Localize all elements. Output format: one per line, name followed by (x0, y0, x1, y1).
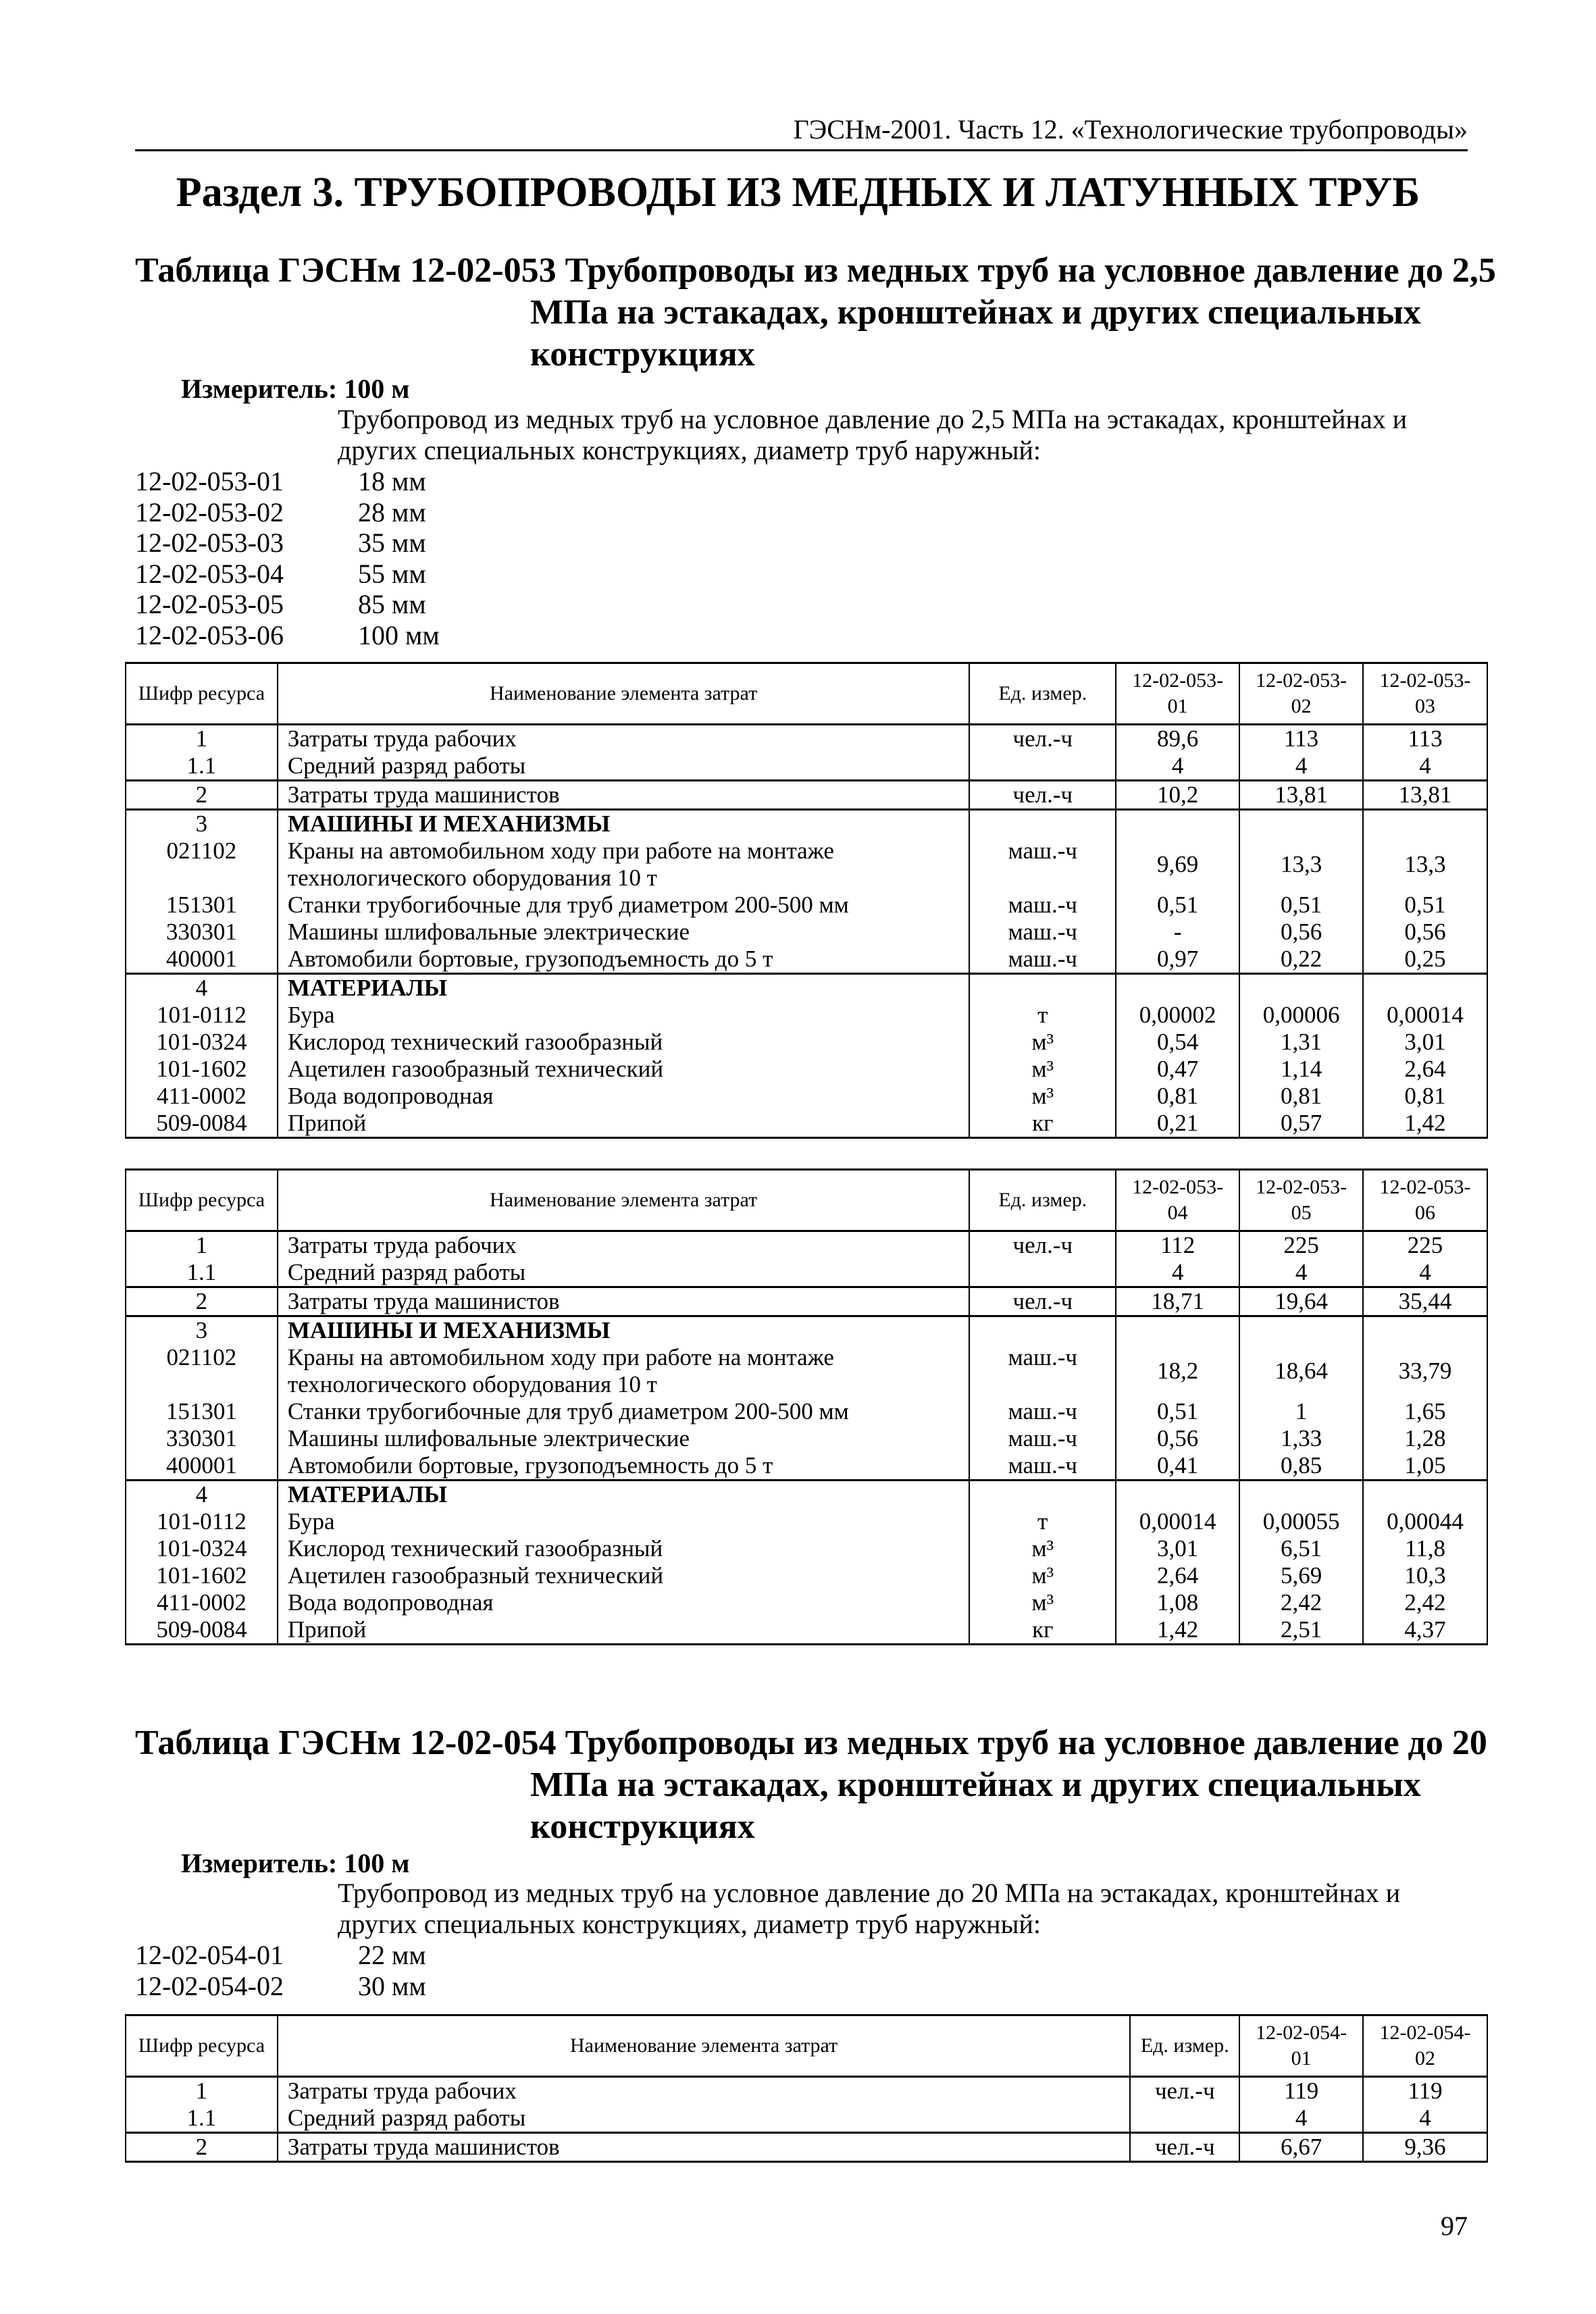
resource-code: 151301 (126, 1398, 278, 1425)
header-norm-code: 12-02-054-01 (1239, 2015, 1363, 2077)
header-code: Шифр ресурса (126, 2015, 278, 2077)
norm-value: 13,3 (1363, 838, 1487, 892)
table-row (126, 2077, 1487, 2105)
cost-element-name: Станки трубогибочные для труб диаметром 200-500 мм (278, 892, 970, 919)
norm-value: 1,31 (1239, 1029, 1363, 1056)
unit-of-measure: чел.-ч (969, 1287, 1116, 1316)
norm-value (1239, 1316, 1363, 1345)
resource-code: 021102 (126, 1344, 278, 1398)
cost-element-name: Припой (278, 1616, 970, 1645)
cost-element-name: Затраты труда рабочих (278, 1231, 970, 1260)
unit-of-measure: м³ (969, 1029, 1116, 1056)
header-name: Наименование элемента затрат (278, 663, 970, 725)
resource-code: 101-0112 (126, 1002, 278, 1029)
cost-element-name: Автомобили бортовые, грузоподъемность до 5 т (278, 1452, 970, 1481)
table-row (126, 1083, 1487, 1110)
norm-code: 12-02-054-01 (135, 1940, 284, 1970)
norm-value: 89,6 (1116, 725, 1239, 753)
cost-element-name: МАТЕРИАЛЫ (278, 1481, 970, 1509)
code-list-item (135, 528, 440, 559)
norm-value: 113 (1239, 725, 1363, 753)
unit-of-measure: м³ (969, 1056, 1116, 1083)
table-053-measure: Измеритель: 100 м (181, 374, 410, 404)
table-header-row (126, 663, 1487, 725)
norm-value: 33,79 (1363, 1344, 1487, 1398)
table-header-row (126, 1170, 1487, 1231)
norm-table-2 (125, 1168, 1488, 1645)
norm-value: 0,22 (1239, 946, 1363, 974)
resource-code: 1 (126, 1231, 278, 1260)
norm-value: 1 (1239, 1398, 1363, 1425)
table-row (126, 2133, 1487, 2162)
resource-code: 4 (126, 1481, 278, 1509)
table-053-title-line2: МПа на эстакадах, кронштейнах и других специальных (530, 293, 1421, 332)
norm-value: 1,28 (1363, 1425, 1487, 1452)
table-row (126, 1344, 1487, 1398)
table-row (126, 1535, 1487, 1562)
unit-of-measure: маш.-ч (969, 892, 1116, 919)
norm-value (1116, 1316, 1239, 1345)
cost-element-name: Средний разряд работы (278, 752, 970, 781)
norm-value: 18,2 (1116, 1344, 1239, 1398)
cost-element-name: Станки трубогибочные для труб диаметром 200-500 мм (278, 1398, 970, 1425)
cost-element-name: Автомобили бортовые, грузоподъемность до 5 т (278, 946, 970, 974)
cost-element-name: Краны на автомобильном ходу при работе на монтаже технологического оборудования 10 т (278, 1344, 970, 1398)
norm-value (1116, 974, 1239, 1002)
header-code: Шифр ресурса (126, 1170, 278, 1231)
norm-value: 0,51 (1116, 892, 1239, 919)
norm-value: 0,54 (1116, 1029, 1239, 1056)
table-row (126, 919, 1487, 946)
norm-value: 13,81 (1363, 781, 1487, 810)
pipe-diameter: 22 мм (358, 1940, 426, 1970)
norm-value: 4,37 (1363, 1616, 1487, 1645)
norm-value: - (1116, 919, 1239, 946)
norm-code: 12-02-053-04 (135, 558, 284, 589)
cost-element-name: Бура (278, 1508, 970, 1535)
header-norm-code: 12-02-053-06 (1363, 1170, 1487, 1231)
resource-code: 411-0002 (126, 1083, 278, 1110)
table-054-title (135, 1722, 1487, 1848)
norm-value: 0,25 (1363, 946, 1487, 974)
norm-value: 4 (1363, 2105, 1487, 2133)
norm-value: 2,42 (1363, 1589, 1487, 1616)
resource-code: 101-1602 (126, 1056, 278, 1083)
norm-code: 12-02-053-05 (135, 589, 284, 619)
norm-value: 3,01 (1116, 1535, 1239, 1562)
table-row (126, 838, 1487, 892)
table-053-title-line1: Таблица ГЭСНм 12-02-053 Трубопроводы из медных труб на условное давление до 2,5 (135, 251, 1496, 290)
table-row (126, 1110, 1487, 1138)
norm-value: 10,2 (1116, 781, 1239, 810)
header-unit: Ед. измер. (969, 1170, 1116, 1231)
norm-value: 1,42 (1116, 1616, 1239, 1645)
cost-element-name: Затраты труда машинистов (278, 1287, 970, 1316)
pipe-diameter: 55 мм (358, 558, 426, 589)
cost-element-name: МАШИНЫ И МЕХАНИЗМЫ (278, 810, 970, 838)
unit-of-measure: м³ (969, 1589, 1116, 1616)
pipe-diameter: 85 мм (358, 589, 426, 619)
resource-code: 101-0324 (126, 1029, 278, 1056)
norm-value (1239, 810, 1363, 838)
table-054-measure: Измеритель: 100 м (181, 1848, 410, 1878)
table-row (126, 2105, 1487, 2133)
norm-value: 2,42 (1239, 1589, 1363, 1616)
norm-value: 0,81 (1116, 1083, 1239, 1110)
norm-value: 9,36 (1363, 2133, 1487, 2162)
code-list-item (135, 559, 440, 590)
norm-value: 4 (1363, 752, 1487, 781)
resource-code: 4 (126, 974, 278, 1002)
pipe-diameter: 28 мм (358, 496, 426, 528)
resource-code: 1.1 (126, 1259, 278, 1287)
resource-code: 2 (126, 1287, 278, 1316)
norm-value: 19,64 (1239, 1287, 1363, 1316)
norm-value: 112 (1116, 1231, 1239, 1260)
table-row (126, 892, 1487, 919)
resource-code: 330301 (126, 919, 278, 946)
norm-value: 0,56 (1363, 919, 1487, 946)
norm-value: 225 (1239, 1231, 1363, 1260)
norm-value (1239, 974, 1363, 1002)
cost-element-name: Машины шлифовальные электрические (278, 919, 970, 946)
norm-table-1 (125, 662, 1488, 1139)
header-norm-code: 12-02-053-02 (1239, 663, 1363, 725)
norm-value: 18,64 (1239, 1344, 1363, 1398)
norm-value: 0,81 (1363, 1083, 1487, 1110)
table-row (126, 781, 1487, 810)
table-053-code-list (135, 466, 440, 650)
cost-element-name: Кислород технический газообразный (278, 1535, 970, 1562)
norm-value: 0,85 (1239, 1452, 1363, 1481)
unit-of-measure: маш.-ч (969, 1344, 1116, 1398)
resource-code: 3 (126, 1316, 278, 1345)
norm-value: 0,00014 (1116, 1508, 1239, 1535)
norm-value: 0,51 (1363, 892, 1487, 919)
table-054-title-line2: МПа на эстакадах, кронштейнах и других специальных (530, 1766, 1421, 1804)
code-list-item (135, 466, 440, 497)
cost-element-name: Машины шлифовальные электрические (278, 1425, 970, 1452)
page-number: 97 (1441, 2211, 1468, 2241)
table-row (126, 1287, 1487, 1316)
norm-code: 12-02-053-02 (135, 496, 284, 528)
resource-code: 1.1 (126, 752, 278, 781)
unit-of-measure: кг (969, 1616, 1116, 1645)
norm-value: 0,97 (1116, 946, 1239, 974)
resource-code: 1.1 (126, 2105, 278, 2133)
cost-element-name: Затраты труда рабочих (278, 2077, 1130, 2105)
header-name: Наименование элемента затрат (278, 1170, 970, 1231)
norm-value: 6,51 (1239, 1535, 1363, 1562)
running-header: ГЭСНм-2001. Часть 12. «Технологические трубопроводы» (135, 113, 1468, 151)
norm-value: 35,44 (1363, 1287, 1487, 1316)
code-list-item (135, 497, 440, 528)
resource-code: 509-0084 (126, 1616, 278, 1645)
header-norm-code: 12-02-053-03 (1363, 663, 1487, 725)
norm-table-3 (125, 2014, 1488, 2163)
resource-code: 101-0324 (126, 1535, 278, 1562)
cost-element-name: Средний разряд работы (278, 1259, 970, 1287)
resource-code: 101-1602 (126, 1562, 278, 1589)
norm-value: 4 (1239, 1259, 1363, 1287)
resource-code: 509-0084 (126, 1110, 278, 1138)
unit-of-measure: маш.-ч (969, 1452, 1116, 1481)
unit-of-measure (1130, 2105, 1239, 2133)
resource-code: 1 (126, 2077, 278, 2105)
resource-code: 101-0112 (126, 1508, 278, 1535)
norm-value: 5,69 (1239, 1562, 1363, 1589)
norm-value: 4 (1116, 752, 1239, 781)
table-row (126, 1589, 1487, 1616)
norm-value: 0,81 (1239, 1083, 1363, 1110)
norm-value: 1,05 (1363, 1452, 1487, 1481)
table-row (126, 1508, 1487, 1535)
table-row (126, 1002, 1487, 1029)
norm-value: 0,51 (1116, 1398, 1239, 1425)
table-row (126, 752, 1487, 781)
cost-element-name: Ацетилен газообразный технический (278, 1562, 970, 1589)
unit-of-measure: маш.-ч (969, 946, 1116, 974)
code-list-item (135, 1971, 426, 2002)
norm-value: 0,56 (1116, 1425, 1239, 1452)
unit-of-measure: т (969, 1508, 1116, 1535)
header-name: Наименование элемента затрат (278, 2015, 1130, 2077)
norm-value: 225 (1363, 1231, 1487, 1260)
norm-value: 2,51 (1239, 1616, 1363, 1645)
pipe-diameter: 100 мм (358, 619, 440, 650)
cost-element-name: Вода водопроводная (278, 1083, 970, 1110)
table-053-title (135, 250, 1496, 376)
resource-code: 1 (126, 725, 278, 753)
norm-value: 1,14 (1239, 1056, 1363, 1083)
cost-element-name: Припой (278, 1110, 970, 1138)
resource-code: 411-0002 (126, 1589, 278, 1616)
unit-of-measure: кг (969, 1110, 1116, 1138)
norm-value (1363, 1316, 1487, 1345)
norm-value: 2,64 (1363, 1056, 1487, 1083)
unit-of-measure (969, 752, 1116, 781)
code-list-item (135, 1940, 426, 1971)
cost-element-name: Средний разряд работы (278, 2105, 1130, 2133)
norm-value (1363, 1481, 1487, 1509)
header-unit: Ед. измер. (969, 663, 1116, 725)
norm-value: 0,00055 (1239, 1508, 1363, 1535)
norm-value (1239, 1481, 1363, 1509)
norm-value: 9,69 (1116, 838, 1239, 892)
cost-element-name: Затраты труда машинистов (278, 781, 970, 810)
cost-element-name: Кислород технический газообразный (278, 1029, 970, 1056)
code-list-item (135, 620, 440, 651)
table-row (126, 1481, 1487, 1509)
resource-code: 330301 (126, 1425, 278, 1452)
norm-value: 0,51 (1239, 892, 1363, 919)
cost-element-name: Затраты труда рабочих (278, 725, 970, 753)
unit-of-measure: маш.-ч (969, 1398, 1116, 1425)
norm-value: 1,08 (1116, 1589, 1239, 1616)
norm-value: 0,00044 (1363, 1508, 1487, 1535)
norm-value: 0,21 (1116, 1110, 1239, 1138)
unit-of-measure: т (969, 1002, 1116, 1029)
resource-code: 400001 (126, 946, 278, 974)
norm-value: 0,56 (1239, 919, 1363, 946)
table-row (126, 1616, 1487, 1645)
norm-value: 0,47 (1116, 1056, 1239, 1083)
cost-element-name: Вода водопроводная (278, 1589, 970, 1616)
norm-value: 1,42 (1363, 1110, 1487, 1138)
norm-value: 1,33 (1239, 1425, 1363, 1452)
table-header-row (126, 2015, 1487, 2077)
norm-value: 0,00014 (1363, 1002, 1487, 1029)
unit-of-measure: чел.-ч (969, 1231, 1116, 1260)
norm-value: 119 (1363, 2077, 1487, 2105)
header-norm-code: 12-02-054-02 (1363, 2015, 1487, 2077)
header-norm-code: 12-02-053-04 (1116, 1170, 1239, 1231)
norm-value (1116, 810, 1239, 838)
norm-code: 12-02-053-03 (135, 528, 284, 558)
unit-of-measure (969, 810, 1116, 838)
resource-code: 3 (126, 810, 278, 838)
norm-value: 11,8 (1363, 1535, 1487, 1562)
table-row (126, 1231, 1487, 1260)
norm-value: 10,3 (1363, 1562, 1487, 1589)
table-053-description: Трубопровод из медных труб на условное давление до 2,5 МПа на эстакадах, кронштейнах и других специальных конструкциях, диаметр труб наружный: (338, 404, 1408, 465)
header-norm-code: 12-02-053-01 (1116, 663, 1239, 725)
norm-value: 18,71 (1116, 1287, 1239, 1316)
unit-of-measure (969, 1259, 1116, 1287)
norm-value: 119 (1239, 2077, 1363, 2105)
cost-element-name: Затраты труда машинистов (278, 2133, 1130, 2162)
unit-of-measure (969, 1316, 1116, 1345)
norm-value (1363, 974, 1487, 1002)
pipe-diameter: 35 мм (358, 528, 426, 558)
table-row (126, 1562, 1487, 1589)
table-054-code-list (135, 1940, 426, 2001)
unit-of-measure: м³ (969, 1562, 1116, 1589)
table-054-description: Трубопровод из медных труб на условное давление до 20 МПа на эстакадах, кронштейнах и других специальных конструкциях, диаметр труб наружный: (338, 1878, 1401, 1939)
unit-of-measure (969, 974, 1116, 1002)
unit-of-measure: маш.-ч (969, 838, 1116, 892)
resource-code: 400001 (126, 1452, 278, 1481)
norm-code: 12-02-053-01 (135, 466, 284, 496)
norm-code: 12-02-053-06 (135, 619, 284, 650)
table-row (126, 725, 1487, 753)
table-054-title-line1: Таблица ГЭСНм 12-02-054 Трубопроводы из медных труб на условное давление до 20 (135, 1724, 1487, 1762)
code-list-item (135, 589, 440, 620)
table-row (126, 1398, 1487, 1425)
norm-value: 6,67 (1239, 2133, 1363, 2162)
resource-code: 151301 (126, 892, 278, 919)
unit-of-measure: маш.-ч (969, 919, 1116, 946)
unit-of-measure: м³ (969, 1535, 1116, 1562)
cost-element-name: Ацетилен газообразный технический (278, 1056, 970, 1083)
pipe-diameter: 18 мм (358, 466, 426, 496)
norm-value: 0,00006 (1239, 1002, 1363, 1029)
norm-value: 4 (1116, 1259, 1239, 1287)
norm-value: 4 (1239, 752, 1363, 781)
table-row (126, 1425, 1487, 1452)
section-title: Раздел 3. ТРУБОПРОВОДЫ ИЗ МЕДНЫХ И ЛАТУННЫХ ТРУБ (176, 170, 1420, 215)
norm-code: 12-02-054-02 (135, 1970, 284, 2001)
cost-element-name: Бура (278, 1002, 970, 1029)
header-norm-code: 12-02-053-05 (1239, 1170, 1363, 1231)
cost-element-name: Краны на автомобильном ходу при работе на монтаже технологического оборудования 10 т (278, 838, 970, 892)
norm-value: 2,64 (1116, 1562, 1239, 1589)
norm-value: 0,41 (1116, 1452, 1239, 1481)
norm-value (1363, 810, 1487, 838)
table-row (126, 946, 1487, 974)
norm-value: 13,3 (1239, 838, 1363, 892)
table-row (126, 1316, 1487, 1345)
norm-value: 3,01 (1363, 1029, 1487, 1056)
table-054-title-line3: конструкциях (530, 1807, 755, 1846)
unit-of-measure: чел.-ч (969, 781, 1116, 810)
norm-value: 113 (1363, 725, 1487, 753)
unit-of-measure: чел.-ч (969, 725, 1116, 753)
table-row (126, 1452, 1487, 1481)
table-row (126, 974, 1487, 1002)
table-row (126, 1259, 1487, 1287)
resource-code: 2 (126, 781, 278, 810)
header-code: Шифр ресурса (126, 663, 278, 725)
table-row (126, 1056, 1487, 1083)
resource-code: 021102 (126, 838, 278, 892)
unit-of-measure: чел.-ч (1130, 2133, 1239, 2162)
norm-value: 13,81 (1239, 781, 1363, 810)
table-053-title-line3: конструкциях (530, 335, 755, 374)
norm-value: 0,57 (1239, 1110, 1363, 1138)
cost-element-name: МАТЕРИАЛЫ (278, 974, 970, 1002)
unit-of-measure: м³ (969, 1083, 1116, 1110)
norm-value: 4 (1239, 2105, 1363, 2133)
header-unit: Ед. измер. (1130, 2015, 1239, 2077)
table-row (126, 810, 1487, 838)
norm-value: 4 (1363, 1259, 1487, 1287)
norm-value: 0,00002 (1116, 1002, 1239, 1029)
norm-value (1116, 1481, 1239, 1509)
pipe-diameter: 30 мм (358, 1970, 426, 2001)
table-row (126, 1029, 1487, 1056)
norm-value: 1,65 (1363, 1398, 1487, 1425)
unit-of-measure: маш.-ч (969, 1425, 1116, 1452)
resource-code: 2 (126, 2133, 278, 2162)
unit-of-measure: чел.-ч (1130, 2077, 1239, 2105)
cost-element-name: МАШИНЫ И МЕХАНИЗМЫ (278, 1316, 970, 1345)
unit-of-measure (969, 1481, 1116, 1509)
